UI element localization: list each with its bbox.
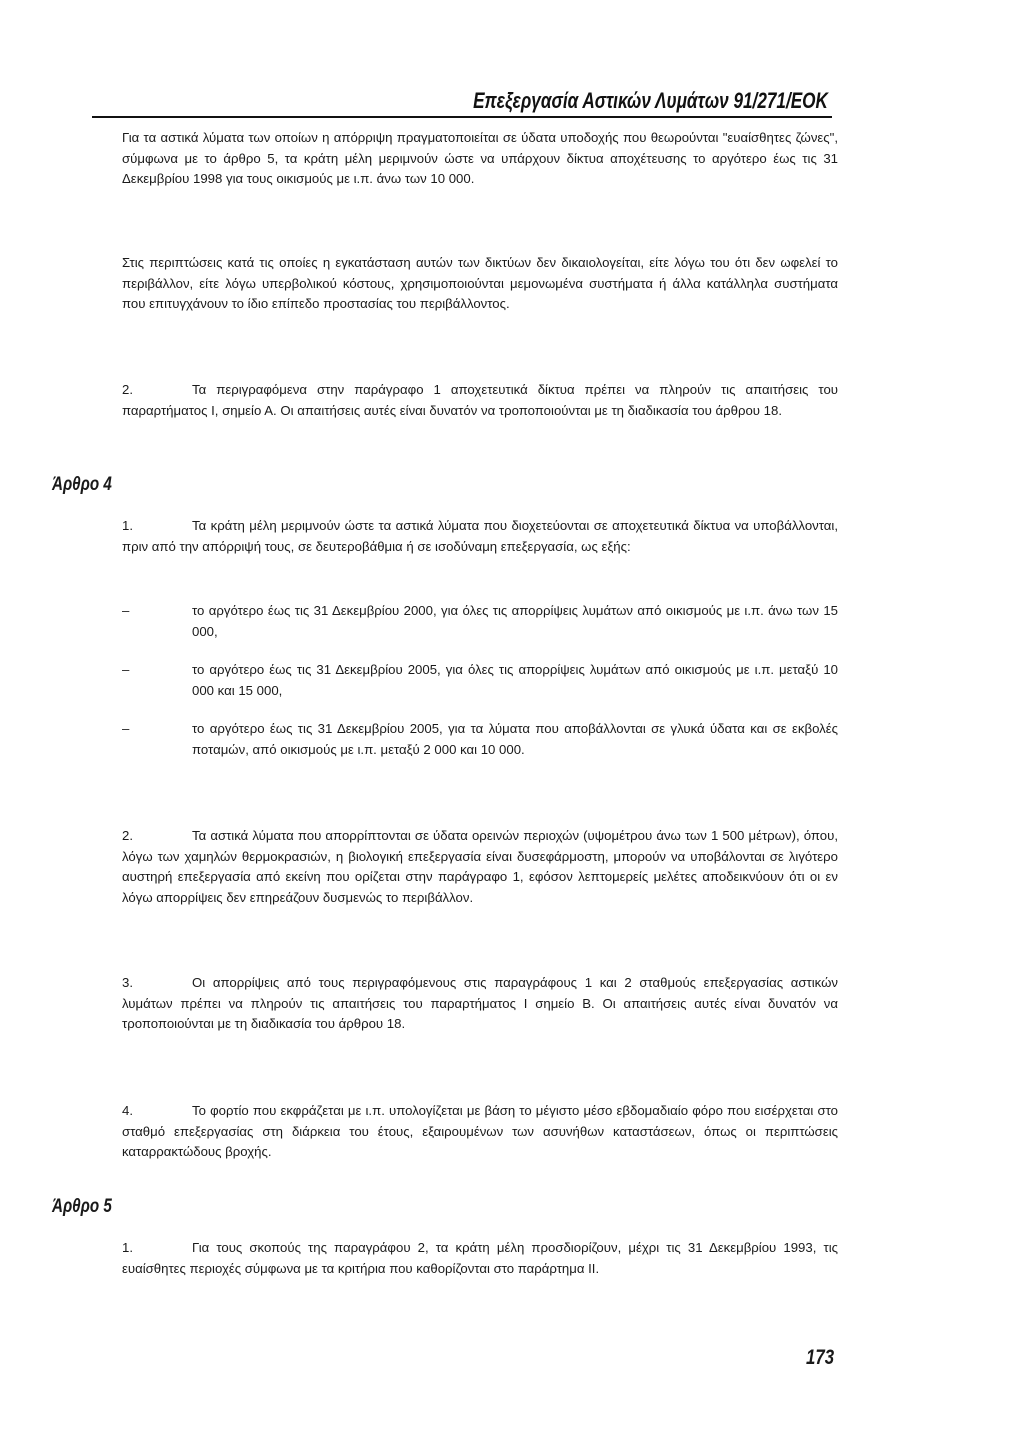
article-4-paragraph-3: 3. Οι απορρίψεις από τους περιγραφόμενους στις παραγράφους 1 και 2 σταθμούς επεξεργασίας αστικών λυμάτων πρέπει να πληρούν τις απαιτήσεις του παραρτήματος Ι σημείο Β. Οι απαιτήσεις αυτές είναι δυνατόν να τροποποιούνται με τη διαδικασία του άρθρου 18. <box>122 975 838 1032</box>
running-header: Επεξεργασία Αστικών Λυμάτων 91/271/ΕΟΚ <box>473 88 828 113</box>
list-dash: – <box>122 721 130 736</box>
article-5-heading: Άρθρο 5 <box>52 1196 112 1217</box>
paragraph-number: 4. <box>122 1103 133 1118</box>
paragraph-number: 1. <box>122 518 133 533</box>
page-number: 173 <box>805 1346 834 1369</box>
intro-paragraph-1: Για τα αστικά λύματα των οποίων η απόρριψη πραγματοποιείται σε ύδατα υποδοχής που θεωρούνται "ευαίσθητες ζώνες", σύμφωνα με το άρθρο 5, τα κράτη μέλη μεριμνούν ώστε να υπάρχουν δίκτυα αποχέτευσης το αργότερο έως τις 31 Δεκεμβρίου 1998 για τους οικισμούς με ι.π. άνω των 10 000. <box>122 130 838 187</box>
intro-paragraph-2: Στις περιπτώσεις κατά τις οποίες η εγκατάσταση αυτών των δικτύων δεν δικαιολογείται, είτε λόγω του ότι δεν ωφελεί το περιβάλλον, είτε λόγω υπερβολικού κόστους, χρησιμοποιούνται μεμονωμένα συστήματα ή άλλα κατάλληλα συστήματα που επιτυγχάνουν το ίδιο επίπεδο προστασίας του περιβάλλοντος. <box>122 255 838 312</box>
list-dash: – <box>122 662 130 677</box>
intro-paragraph-3: 2. Τα περιγραφόμενα στην παράγραφο 1 αποχετευτικά δίκτυα πρέπει να πληρούν τις απαιτήσεις του παραρτήματος Ι, σημείο Α. Οι απαιτήσεις αυτές είναι δυνατόν να τροποποιούνται με τη διαδικασία του άρθρου 18. <box>122 382 838 418</box>
list-item: – το αργότερο έως τις 31 Δεκεμβρίου 2005, για όλες τις απορρίψεις λυμάτων από οικισμούς με ι.π. μεταξύ 10 000 και 15 000, <box>122 662 838 698</box>
list-item: – το αργότερο έως τις 31 Δεκεμβρίου 2000, για όλες τις απορρίψεις λυμάτων από οικισμούς με ι.π. άνω των 15 000, <box>122 603 838 639</box>
article-4-heading: Άρθρο 4 <box>52 474 112 495</box>
article-4-paragraph-2: 2. Τα αστικά λύματα που απορρίπτονται σε ύδατα ορεινών περιοχών (υψομέτρου άνω των 1 500 μέτρων), όπου, λόγω των χαμηλών θερμοκρασιών, η βιολογική επεξεργασία είναι δυσεφάρμοστη, μπορούν να υποβάλονται σε λιγότερο αυστηρή επεξεργασία από εκείνη που ορίζεται στην παράγραφο 1, εφόσον λεπτομερείς μελέτες αποδεικνύουν ότι οι εν λόγω απορρίψεις δεν επηρεάζουν δυσμενώς το περιβάλλον. <box>122 828 838 906</box>
article-4-paragraph-4: 4. Το φορτίο που εκφράζεται με ι.π. υπολογίζεται με βάση το μέγιστο μέσο εβδομαδιαίο φόρο που εισέρχεται στο σταθμό επεξεργασίας στη διάρκεια του έτους, εξαιρουμένων των ασυνήθων καταστάσεων, όπως οι περιπτώσεις καταρρακτώδους βροχής. <box>122 1103 838 1160</box>
paragraph-number: 2. <box>122 382 133 397</box>
article-5-paragraph-1: 1. Για τους σκοπούς της παραγράφου 2, τα κράτη μέλη προσδιορίζουν, μέχρι τις 31 Δεκεμβρίου 1993, τις ευαίσθητες περιοχές σύμφωνα με τα κριτήρια που καθορίζονται στο παράρτημα ΙΙ. <box>122 1240 838 1276</box>
article-4-paragraph-1: 1. Τα κράτη μέλη μεριμνούν ώστε τα αστικά λύματα που διοχετεύονται σε αποχετευτικά δίκτυα να υποβάλλονται, πριν από την απόρριψή τους, σε δευτεροβάθμια ή σε ισοδύναμη επεξεργασία, ως εξής: <box>122 518 838 554</box>
header-rule <box>92 116 832 118</box>
list-dash: – <box>122 603 130 618</box>
paragraph-number: 1. <box>122 1240 133 1255</box>
list-item: – το αργότερο έως τις 31 Δεκεμβρίου 2005, για τα λύματα που αποβάλλονται σε γλυκά ύδατα και σε εκβολές ποταμών, από οικισμούς με ι.π. μεταξύ 2 000 και 10 000. <box>122 721 838 757</box>
paragraph-number: 3. <box>122 975 133 990</box>
paragraph-number: 2. <box>122 828 133 843</box>
